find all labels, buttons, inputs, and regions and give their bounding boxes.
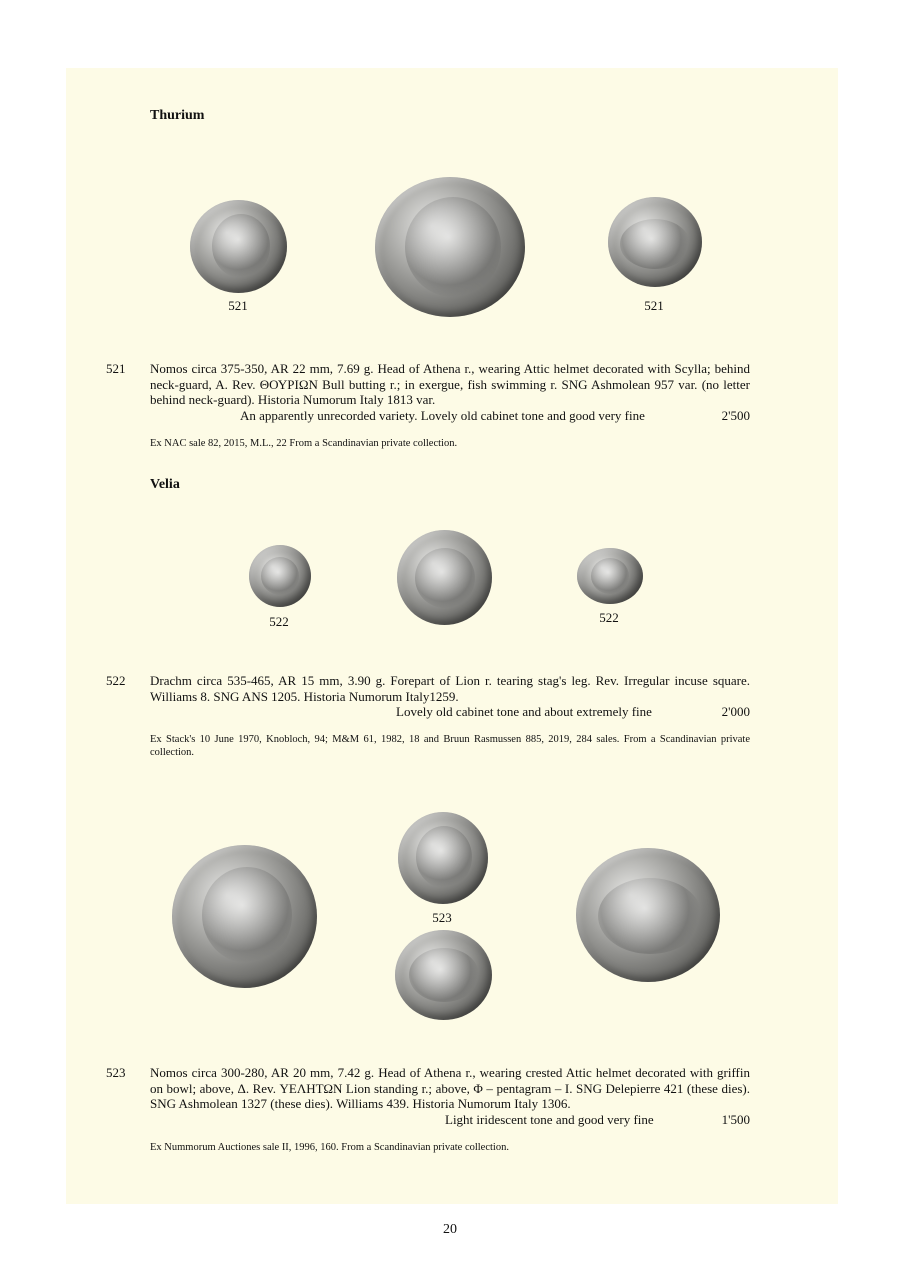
lot-price-523: 1'500: [721, 1112, 750, 1127]
lot-price-521: 2'500: [721, 408, 750, 423]
plate-label-522-reverse: 522: [599, 610, 619, 625]
coin-521-reverse: [608, 197, 702, 287]
coin-523-obverse-small: [398, 812, 488, 904]
lot-provenance-523: Ex Nummorum Auctiones sale II, 1996, 160. From a Scandinavian private collection.: [150, 1142, 509, 1153]
plate-label-523: 523: [432, 910, 452, 925]
lot-description-521: Nomos circa 375-350, AR 22 mm, 7.69 g. Head of Athena r., wearing Attic helmet decorated with Scylla; behind neck-guard, A. Rev. ΘΟΥΡΙΩΝ Bull butting r.; in exergue, fish swimming r. SNG Ashmolean 957 var. (no letter behind neck-guard). Historia Numorum Italy 1813 var.: [150, 361, 750, 407]
lot-provenance-521: Ex NAC sale 82, 2015, M.L., 22 From a Scandinavian private collection.: [150, 438, 458, 449]
lot-description-523: Nomos circa 300-280, AR 20 mm, 7.42 g. Head of Athena r., wearing crested Attic helmet decorated with griffin on bowl; above, Δ. Rev. ΥΕΛΗΤΩΝ Lion standing r.; above, Φ – pentagram – I. SNG Delepierre 421 (these dies). SNG Ashmolean 1327 (these dies). Williams 439. Historia Numorum Italy 1306.: [150, 1065, 750, 1111]
coin-522-reverse: [577, 548, 643, 604]
lot-number-521: 521: [106, 361, 126, 376]
lot-provenance-522: Ex Stack's 10 June 1970, Knobloch, 94; M&M 61, 1982, 18 and Bruun Rasmussen 885, 2019, 284 sales. From a Scandinavian private collection.: [150, 734, 750, 758]
coin-523-obverse-large: [172, 845, 317, 988]
coin-522-obverse-small: [249, 545, 311, 607]
lot-price-522: 2'000: [721, 704, 750, 719]
lot-valuation-521: An apparently unrecorded variety. Lovely old cabinet tone and good very fine: [240, 408, 645, 423]
coin-521-obverse-small: [190, 200, 287, 293]
section-title-thurium: Thurium: [150, 108, 205, 123]
coin-523-reverse-small: [395, 930, 492, 1020]
lot-number-523: 523: [106, 1065, 126, 1080]
lot-description-522: Drachm circa 535-465, AR 15 mm, 3.90 g. Forepart of Lion r. tearing stag's leg. Rev. Irregular incuse square. Williams 8. SNG ANS 1205. Historia Numorum Italy1259.: [150, 673, 750, 704]
coin-521-obverse-large: [375, 177, 525, 317]
plate-label-521-obverse: 521: [228, 298, 248, 313]
coin-522-obverse-large: [397, 530, 492, 625]
coin-523-reverse-large: [576, 848, 720, 982]
lot-number-522: 522: [106, 673, 126, 688]
page-number: 20: [443, 1222, 457, 1237]
plate-label-521-reverse: 521: [644, 298, 664, 313]
plate-label-522-obverse: 522: [269, 614, 289, 629]
lot-valuation-523: Light iridescent tone and good very fine: [445, 1112, 654, 1127]
lot-valuation-522: Lovely old cabinet tone and about extremely fine: [396, 704, 652, 719]
section-title-velia: Velia: [150, 477, 180, 492]
